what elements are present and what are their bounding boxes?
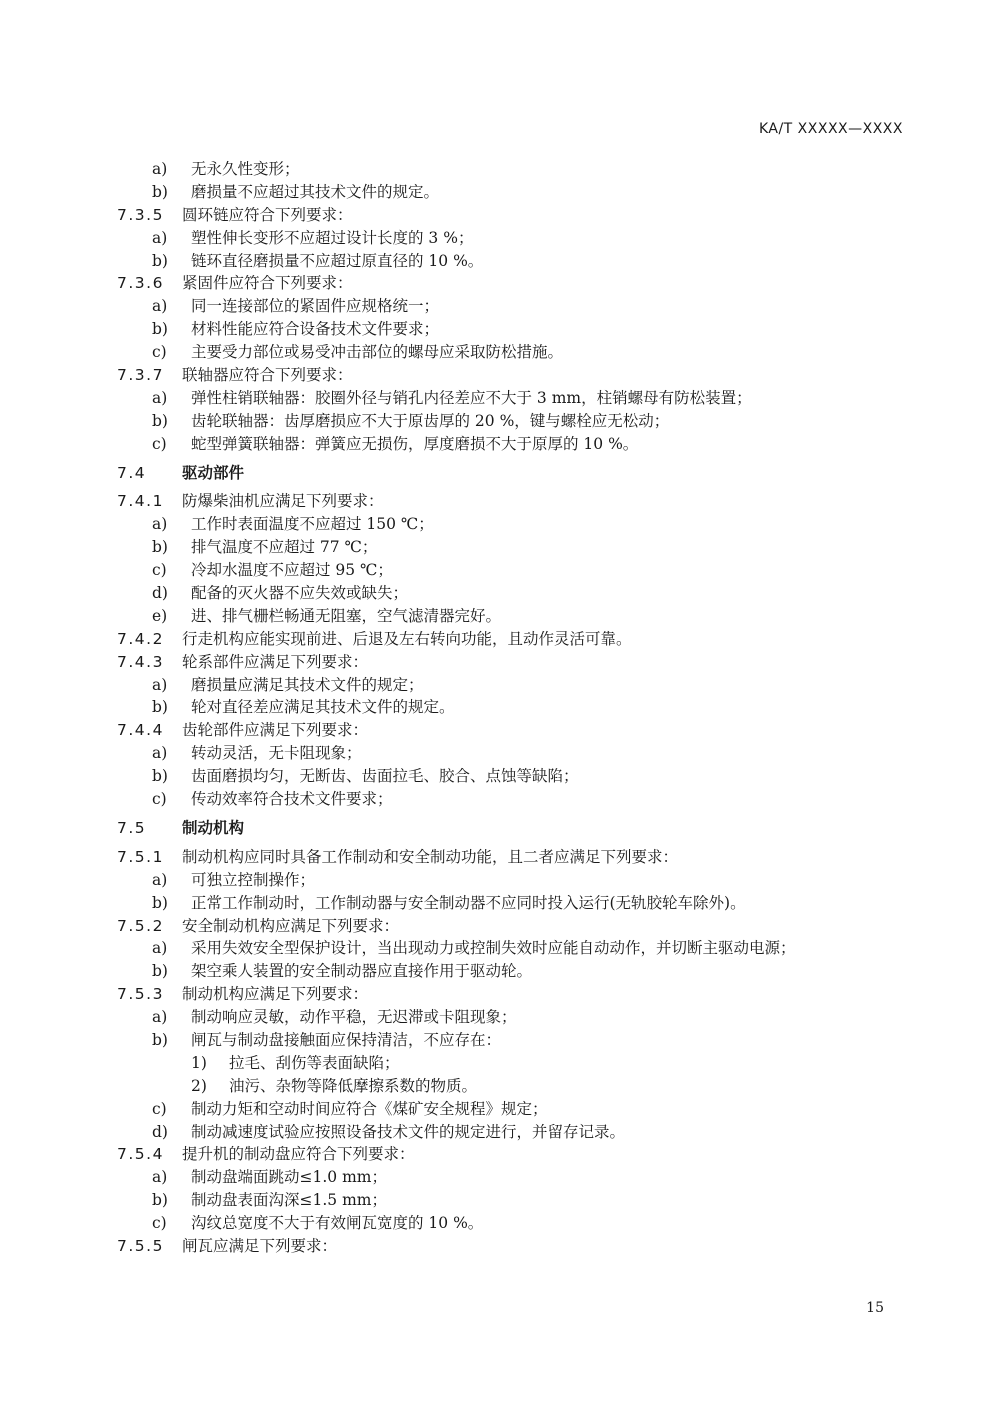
item-number: b) xyxy=(152,182,168,201)
item-number: 7.5.2 xyxy=(117,916,164,935)
list-item xyxy=(0,559,1000,582)
item-number: 7.4.2 xyxy=(117,629,164,648)
item-number: 7.4 xyxy=(117,463,147,482)
item-text: 传动效率符合技术文件要求； xyxy=(191,790,393,809)
item-number: 1) xyxy=(191,1053,207,1072)
item-number: a) xyxy=(152,228,168,247)
item-number: a) xyxy=(152,515,168,534)
list-item xyxy=(0,513,1000,536)
clause-line xyxy=(0,651,1000,674)
list-item xyxy=(0,227,1000,250)
item-text: 联轴器应符合下列要求： xyxy=(182,366,353,385)
item-number: b) xyxy=(152,962,168,981)
list-item xyxy=(0,696,1000,719)
item-number: 7.4.4 xyxy=(117,721,164,740)
item-text: 提升机的制动盘应符合下列要求： xyxy=(182,1145,415,1164)
list-item xyxy=(0,318,1000,341)
item-text: 磨损量不应超过其技术文件的规定。 xyxy=(191,182,440,201)
item-text: 油污、杂物等降低摩擦系数的物质。 xyxy=(229,1076,478,1095)
list-item xyxy=(0,765,1000,788)
item-number: 7.4.1 xyxy=(117,492,164,511)
list-item xyxy=(0,674,1000,697)
item-text: 制动减速度试验应按照设备技术文件的规定进行，并留存记录。 xyxy=(191,1122,626,1141)
item-number: a) xyxy=(152,297,168,316)
list-item xyxy=(0,892,1000,915)
item-number: b) xyxy=(152,1030,168,1049)
list-item xyxy=(0,158,1000,181)
item-number: a) xyxy=(152,939,168,958)
item-number: 7.4.3 xyxy=(117,652,164,671)
item-text: 沟纹总宽度不大于有效闸瓦宽度的 10 %。 xyxy=(191,1214,484,1233)
item-text: 制动力矩和空动时间应符合《煤矿安全规程》规定； xyxy=(191,1099,548,1118)
list-item xyxy=(0,410,1000,433)
item-number: b) xyxy=(152,893,168,912)
list-item xyxy=(0,869,1000,892)
item-text: 拉毛、刮伤等表面缺陷； xyxy=(229,1053,400,1072)
item-text: 防爆柴油机应满足下列要求： xyxy=(182,492,384,511)
list-item xyxy=(0,433,1000,456)
document-body xyxy=(0,158,1000,1258)
list-item xyxy=(0,1075,1000,1098)
item-number: c) xyxy=(152,1214,167,1233)
item-number: 7.5.4 xyxy=(117,1145,164,1164)
item-number: d) xyxy=(152,584,168,603)
item-text: 排气温度不应超过 77 ℃； xyxy=(191,538,378,557)
clause-line xyxy=(0,272,1000,295)
item-text: 可独立控制操作； xyxy=(191,870,316,889)
item-text: 闸瓦与制动盘接触面应保持清洁，不应存在： xyxy=(191,1030,502,1049)
section-heading xyxy=(0,817,1000,840)
item-text: 正常工作制动时，工作制动器与安全制动器不应同时投入运行(无轨胶轮车除外)。 xyxy=(191,893,746,912)
clause-line xyxy=(0,846,1000,869)
list-item xyxy=(0,1166,1000,1189)
item-text: 材料性能应符合设备技术文件要求； xyxy=(191,320,440,339)
item-number: a) xyxy=(152,675,168,694)
item-text: 磨损量应满足其技术文件的规定； xyxy=(191,675,424,694)
list-item xyxy=(0,295,1000,318)
item-text: 蛇型弹簧联轴器：弹簧应无损伤，厚度磨损不大于原厚的 10 %。 xyxy=(191,434,639,453)
section-heading xyxy=(0,462,1000,485)
item-text: 制动盘表面沟深≤1.5 mm； xyxy=(191,1191,387,1210)
item-number: b) xyxy=(152,411,168,430)
list-item xyxy=(0,605,1000,628)
item-number: 7.5.5 xyxy=(117,1236,164,1255)
item-number: c) xyxy=(152,434,167,453)
item-number: e) xyxy=(152,606,168,625)
list-item xyxy=(0,250,1000,273)
item-text: 制动机构 xyxy=(182,818,245,837)
clause-line xyxy=(0,719,1000,742)
item-number: b) xyxy=(152,320,168,339)
item-number: a) xyxy=(152,870,168,889)
list-item xyxy=(0,742,1000,765)
item-text: 转动灵活，无卡阻现象； xyxy=(191,744,362,763)
item-text: 制动盘端面跳动≤1.0 mm； xyxy=(191,1168,387,1187)
list-item xyxy=(0,181,1000,204)
item-number: b) xyxy=(152,251,168,270)
item-number: 7.5.3 xyxy=(117,985,164,1004)
item-number: 7.5.1 xyxy=(117,847,164,866)
item-number: b) xyxy=(152,538,168,557)
clause-line xyxy=(0,1143,1000,1166)
clause-line xyxy=(0,1235,1000,1258)
item-text: 制动响应灵敏，动作平稳，无迟滞或卡阻现象； xyxy=(191,1008,517,1027)
item-number: a) xyxy=(152,1008,168,1027)
item-number: c) xyxy=(152,1099,167,1118)
item-number: c) xyxy=(152,343,167,362)
item-text: 闸瓦应满足下列要求： xyxy=(182,1236,338,1255)
item-text: 紧固件应符合下列要求： xyxy=(182,274,353,293)
item-number: a) xyxy=(152,744,168,763)
list-item xyxy=(0,960,1000,983)
item-text: 轮对直径差应满足其技术文件的规定。 xyxy=(191,698,455,717)
item-text: 弹性柱销联轴器：胶圈外径与销孔内径差应不大于 3 mm，柱销螺母有防松装置； xyxy=(191,388,752,407)
list-item xyxy=(0,341,1000,364)
item-number: 7.5 xyxy=(117,818,147,837)
item-text: 齿面磨损均匀，无断齿、齿面拉毛、胶合、点蚀等缺陷； xyxy=(191,767,579,786)
item-number: a) xyxy=(152,160,168,178)
page-number: 15 xyxy=(866,1300,884,1316)
item-text: 安全制动机构应满足下列要求： xyxy=(182,916,400,935)
item-text: 轮系部件应满足下列要求： xyxy=(182,652,369,671)
list-item xyxy=(0,387,1000,410)
list-item xyxy=(0,1098,1000,1121)
list-item xyxy=(0,937,1000,960)
item-text: 工作时表面温度不应超过 150 ℃； xyxy=(191,515,434,534)
clause-line xyxy=(0,628,1000,651)
item-number: c) xyxy=(152,790,167,809)
item-text: 链环直径磨损量不应超过原直径的 10 %。 xyxy=(191,251,484,270)
list-item xyxy=(0,1006,1000,1029)
item-text: 主要受力部位或易受冲击部位的螺母应采取防松措施。 xyxy=(191,343,564,362)
clause-line xyxy=(0,983,1000,1006)
list-item xyxy=(0,1052,1000,1075)
item-number: 7.3.6 xyxy=(117,274,164,293)
item-text: 采用失效安全型保护设计，当出现动力或控制失效时应能自动动作，并切断主驱动电源； xyxy=(191,939,796,958)
item-text: 制动机构应同时具备工作制动和安全制动功能，且二者应满足下列要求： xyxy=(182,847,679,866)
item-text: 制动机构应满足下列要求： xyxy=(182,985,369,1004)
item-number: b) xyxy=(152,767,168,786)
clause-line xyxy=(0,204,1000,227)
item-text: 进、排气栅栏畅通无阻塞，空气滤清器完好。 xyxy=(191,606,502,625)
item-text: 行走机构应能实现前进、后退及左右转向功能，且动作灵活可靠。 xyxy=(182,629,632,648)
item-number: b) xyxy=(152,1191,168,1210)
list-item xyxy=(0,582,1000,605)
list-item xyxy=(0,788,1000,811)
item-number: 7.3.5 xyxy=(117,205,164,224)
item-number: b) xyxy=(152,698,168,717)
item-text: 塑性伸长变形不应超过设计长度的 3 %； xyxy=(191,228,474,247)
item-text: 齿轮联轴器：齿厚磨损应不大于原齿厚的 20 %，键与螺栓应无松动； xyxy=(191,411,670,430)
clause-line xyxy=(0,915,1000,938)
item-text: 配备的灭火器不应失效或缺失； xyxy=(191,584,409,603)
clause-line xyxy=(0,490,1000,513)
item-number: c) xyxy=(152,561,167,580)
item-number: 7.3.7 xyxy=(117,366,164,385)
clause-line xyxy=(0,364,1000,387)
item-number: a) xyxy=(152,1168,168,1187)
item-number: d) xyxy=(152,1122,168,1141)
item-text: 驱动部件 xyxy=(182,463,245,482)
document-id-header: KA/T XXXXX—XXXX xyxy=(758,121,903,137)
item-text: 同一连接部位的紧固件应规格统一； xyxy=(191,297,440,316)
item-text: 冷却水温度不应超过 95 ℃； xyxy=(191,561,393,580)
item-number: 2) xyxy=(191,1076,207,1095)
list-item xyxy=(0,1189,1000,1212)
list-item xyxy=(0,1121,1000,1144)
item-text: 架空乘人装置的安全制动器应直接作用于驱动轮。 xyxy=(191,962,533,981)
list-item xyxy=(0,1212,1000,1235)
item-text: 无永久性变形； xyxy=(191,160,300,178)
list-item xyxy=(0,536,1000,559)
item-text: 圆环链应符合下列要求： xyxy=(182,205,353,224)
item-text: 齿轮部件应满足下列要求： xyxy=(182,721,369,740)
list-item xyxy=(0,1029,1000,1052)
item-number: a) xyxy=(152,388,168,407)
